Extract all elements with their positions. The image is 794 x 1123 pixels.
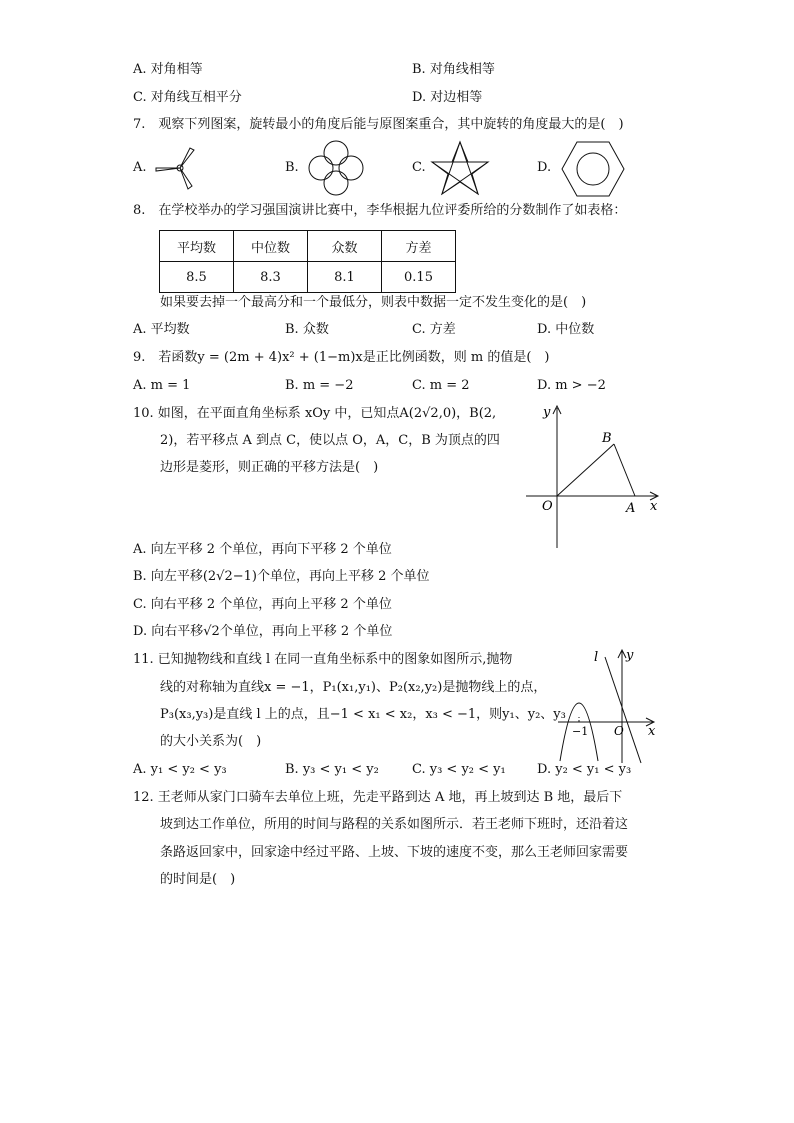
q10-option-d-row bbox=[0, 621, 794, 643]
q10-label-o: O bbox=[542, 499, 553, 514]
q11-label-o: O bbox=[614, 724, 624, 738]
q10-option-b: B. 向左平移(2√2−1)个单位，再向上平移 2 个单位 bbox=[133, 569, 430, 584]
q11-option-c: C. y₃ < y₂ < y₁ bbox=[412, 762, 506, 777]
q6-option-c: C. 对角线互相平分 bbox=[133, 90, 242, 105]
q8-stem: 8. 在学校举办的学习强国演讲比赛中，李华根据九位评委所给的分数制作了如表格： bbox=[133, 203, 627, 218]
q7-option-c: C. bbox=[412, 160, 426, 175]
table-header-row bbox=[160, 231, 456, 262]
q8-option-d: D. 中位数 bbox=[537, 322, 595, 337]
q7-option-b: B. bbox=[285, 160, 299, 175]
q10-option-d: D. 向右平移√2个单位，再向上平移 2 个单位 bbox=[133, 624, 393, 639]
q8-option-b: B. 众数 bbox=[285, 322, 329, 337]
table-cell: 8.1 bbox=[308, 262, 382, 293]
q9-options bbox=[0, 375, 794, 397]
q7-option-d: D. bbox=[537, 160, 552, 175]
q11-option-a: A. y₁ < y₂ < y₃ bbox=[133, 762, 227, 777]
q10-line1: 10. 如图，在平面直角坐标系 xOy 中，已知点A(2√2,0)，B(2, bbox=[133, 406, 497, 421]
q12-line2: 坡到达工作单位，所用的时间与路程的关系如图所示．若王老师下班时，还沿着这 bbox=[160, 817, 629, 832]
q7-figure-a-pinwheel bbox=[150, 140, 210, 196]
q11-label-y: y bbox=[626, 648, 634, 663]
q9-option-c: C. m = 2 bbox=[412, 378, 470, 393]
q7-stem: 7. 观察下列图案，旋转最小的角度后能与原图案重合，其中旋转的角度最大的是( ) bbox=[133, 117, 624, 132]
q10-option-c: C. 向右平移 2 个单位，再向上平移 2 个单位 bbox=[133, 597, 392, 612]
q12-line4: 的时间是( ) bbox=[160, 872, 236, 887]
q7-option-a: A. bbox=[133, 160, 147, 175]
q7-figure-b-flower bbox=[305, 138, 367, 198]
table-row bbox=[160, 262, 456, 293]
q10-line3: 边形是菱形，则正确的平移方法是( ) bbox=[160, 460, 379, 475]
q10-label-x: x bbox=[650, 499, 658, 514]
q11-option-b: B. y₃ < y₁ < y₂ bbox=[285, 762, 379, 777]
q8-follow: 如果要去掉一个最高分和一个最低分，则表中数据一定不发生变化的是( ) bbox=[160, 295, 587, 310]
q7-figure-c-star bbox=[430, 138, 490, 198]
q10-option-c-row bbox=[0, 594, 794, 616]
q11-label-minus1: −1 bbox=[572, 725, 589, 738]
q9-option-d: D. m > −2 bbox=[537, 378, 606, 393]
q9-option-b: B. m = −2 bbox=[285, 378, 354, 393]
table-cell: 8.5 bbox=[160, 262, 234, 293]
q11-line2: 线的对称轴为直线x = −1，P₁(x₁,y₁)、P₂(x₂,y₂)是抛物线上的点， bbox=[160, 680, 547, 695]
q12-line1: 12. 王老师从家门口骑车去单位上班，先走平路到达 A 地，再上坡到达 B 地，最后下 bbox=[133, 790, 623, 805]
table-header-cell: 方差 bbox=[382, 231, 456, 262]
q11-line1: 11. 已知抛物线和直线 l 在同一直角坐标系中的图象如图所示,抛物 bbox=[133, 652, 513, 667]
q9-option-a: A. m = 1 bbox=[133, 378, 191, 393]
q10-option-b-row bbox=[0, 566, 794, 588]
table-header-cell: 平均数 bbox=[160, 231, 234, 262]
q11-option-d: D. y₂ < y₁ < y₃ bbox=[537, 762, 632, 777]
q10-label-y: y bbox=[543, 405, 551, 420]
q8-options bbox=[0, 319, 794, 341]
q12-line3: 条路返回家中，回家途中经过平路、上坡、下坡的速度不变，那么王老师回家需要 bbox=[160, 845, 629, 860]
q6-options-row2 bbox=[0, 87, 794, 109]
q11-label-x: x bbox=[648, 724, 656, 739]
q10-coordinate-figure bbox=[520, 400, 670, 550]
q10-option-a-row bbox=[0, 539, 794, 561]
q8-option-c: C. 方差 bbox=[412, 322, 456, 337]
table-cell: 8.3 bbox=[234, 262, 308, 293]
table-header-cell: 中位数 bbox=[234, 231, 308, 262]
q7-options bbox=[0, 157, 794, 179]
q6-options-row1 bbox=[0, 59, 794, 81]
q11-options bbox=[0, 759, 794, 781]
q6-option-b: B. 对角线相等 bbox=[412, 62, 495, 77]
q6-option-a: A. 对角相等 bbox=[133, 62, 203, 77]
q11-parabola-figure bbox=[556, 645, 660, 765]
table-header-cell: 众数 bbox=[308, 231, 382, 262]
table-cell: 0.15 bbox=[382, 262, 456, 293]
q11-line3: P₃(x₃,y₃)是直线 l 上的点，且−1 < x₁ < x₂，x₃ < −1，则y₁、y₂、y₃ bbox=[160, 707, 566, 722]
q10-label-b: B bbox=[602, 431, 612, 446]
q11-line4: 的大小关系为( ) bbox=[160, 734, 262, 749]
q10-line2: 2)，若平移点 A 到点 C，使以点 O，A，C，B 为顶点的四 bbox=[160, 433, 500, 448]
q10-option-a: A. 向左平移 2 个单位，再向下平移 2 个单位 bbox=[133, 542, 392, 557]
q6-option-d: D. 对边相等 bbox=[412, 90, 483, 105]
q10-label-a: A bbox=[626, 501, 636, 516]
q8-stat-table bbox=[159, 230, 456, 293]
q9-stem: 9. 若函数y = (2m + 4)x² + (1−m)x是正比例函数，则 m 的值是( ) bbox=[133, 350, 550, 365]
q8-option-a: A. 平均数 bbox=[133, 322, 190, 337]
q7-figure-d-hexagon bbox=[560, 140, 626, 198]
q11-label-l: l bbox=[594, 650, 599, 665]
